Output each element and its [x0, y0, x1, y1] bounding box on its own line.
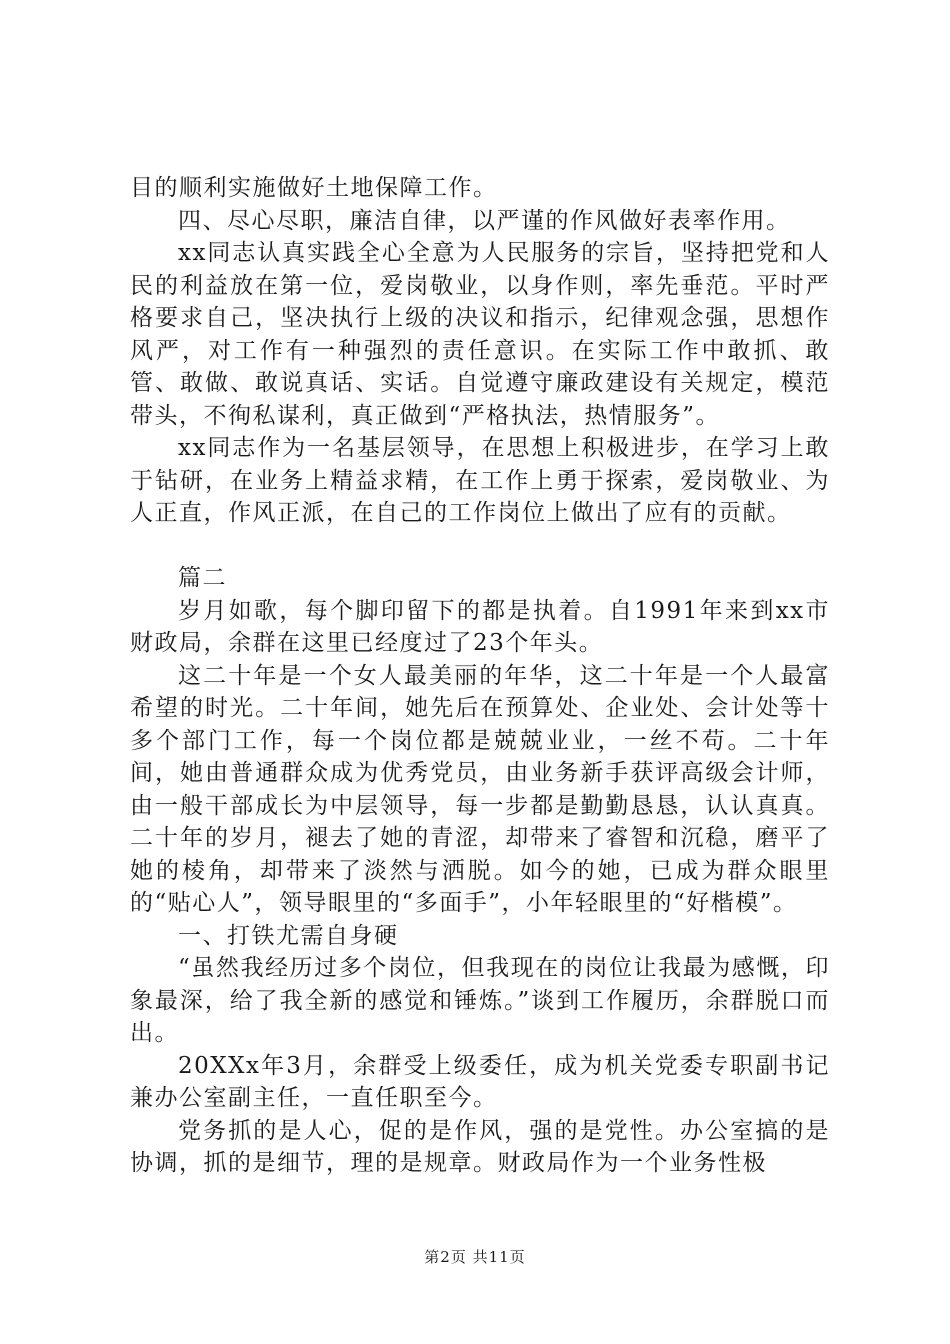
paragraph: xx同志认真实践全心全意为人民服务的宗旨，坚持把党和人民的利益放在第一位，爱岗敬业，以身作则，率先垂范。平时严格要求自己，坚决执行上级的决议和指示，纪律观念强，思想作风严，对工作有一种强烈的责任意识。在实际工作中敢抓、敢管、敢做、敢说真话、实话。自觉遵守廉政建设有关规定，模范带头，不徇私谋利，真正做到“严格执法，热情服务”。 [130, 240, 830, 429]
paragraph: 党务抓的是人心，促的是作风，强的是党性。办公室搞的是协调，抓的是细节，理的是规章。财政局作为一个业务性极 [130, 1117, 830, 1176]
paragraph: 目的顺利实施做好土地保障工作。 [130, 175, 498, 201]
paragraph: 篇二 [178, 565, 227, 591]
paragraph: “虽然我经历过多个岗位，但我现在的岗位让我最为感慨，印象最深，给了我全新的感觉和锤炼。”谈到工作履历，余群脱口而出。 [130, 955, 830, 1046]
paragraph: 20XXx年3月，余群受上级委任，成为机关党委专职副书记兼办公室副主任，一直任职至今。 [130, 1052, 830, 1111]
paragraph: 岁月如歌，每个脚印留下的都是执着。自1991年来到xx市财政局，余群在这里已经度过了23个年头。 [130, 597, 830, 656]
paragraph: 一、打铁尤需自身硬 [178, 922, 399, 949]
document-body [130, 172, 830, 1180]
paragraph: xx同志作为一名基层领导，在思想上积极进步，在学习上敢于钻研，在业务上精益求精，在工作上勇于探索，爱岗敬业、为人正直，作风正派，在自己的工作岗位上做出了应有的贡献。 [130, 435, 830, 526]
paragraph: 这二十年是一个女人最美丽的年华，这二十年是一个人最富希望的时光。二十年间，她先后在预算处、企业处、会计处等十多个部门工作，每一个岗位都是兢兢业业，一丝不苟。二十年间，她由普通群众成为优秀党员，由业务新手获评高级会计师，由一般干部成长为中层领导，每一步都是勤勤恳恳，认认真真。二十年的岁月，褪去了她的青涩，却带来了睿智和沉稳，磨平了她的棱角，却带来了淡然与洒脱。如今的她，已成为群众眼里的“贴心人”，领导眼里的“多面手”，小年轻眼里的“好楷模”。 [130, 662, 830, 916]
paragraph: 四、尽心尽职，廉洁自律，以严谨的作风做好表率作用。 [178, 207, 791, 234]
blank-line [130, 530, 830, 563]
page-footer: 第2页 共11页 [424, 1248, 526, 1266]
